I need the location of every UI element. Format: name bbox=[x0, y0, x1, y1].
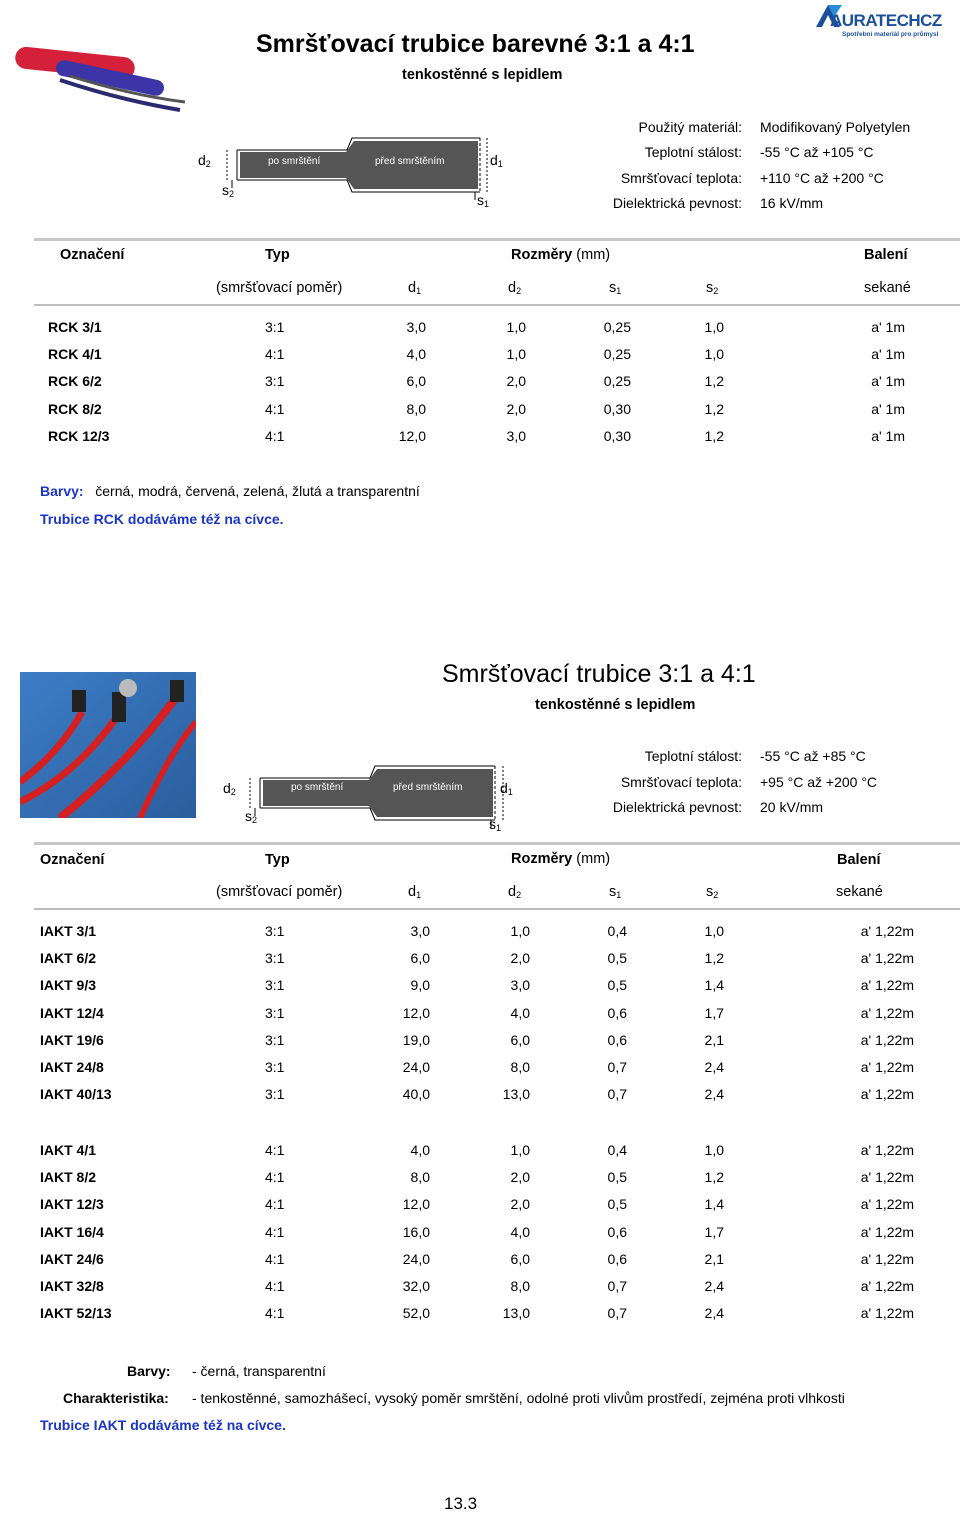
table1-cell: RCK 3/1 bbox=[48, 319, 102, 335]
table2-cell: a' 1,22m bbox=[860, 1169, 914, 1186]
table2-cell: 3,0 bbox=[510, 977, 530, 994]
table1-cell: 3,0 bbox=[506, 427, 526, 444]
table2-top-rule bbox=[34, 842, 960, 845]
table1-h-pomer: (smršťovací poměr) bbox=[216, 280, 343, 296]
table2-cell: 0,5 bbox=[607, 1169, 627, 1186]
table2-cell: a' 1,22m bbox=[860, 1059, 914, 1075]
table1-cell: a' 1m bbox=[871, 346, 905, 363]
table1-top-rule bbox=[34, 238, 960, 241]
table2-cell: a' 1,22m bbox=[860, 1086, 914, 1103]
prop-label: Teplotní stálost: bbox=[644, 748, 742, 764]
table2-cell: 4,0 bbox=[510, 1223, 530, 1240]
table2-cell: IAKT 40/13 bbox=[40, 1086, 112, 1103]
table2-cell: 1,2 bbox=[704, 1169, 724, 1186]
prop-label: Smršťovací teplota: bbox=[620, 774, 742, 790]
table2-cell: a' 1,22m bbox=[860, 1305, 914, 1322]
table2-cell: 1,7 bbox=[704, 1223, 724, 1240]
table1-cell: 0,25 bbox=[603, 373, 631, 390]
table1-cell: a' 1m bbox=[871, 400, 905, 417]
table2-cell: IAKT 32/8 bbox=[40, 1278, 104, 1294]
table1-cell: 3:1 bbox=[265, 319, 285, 335]
table1-cell: 4,0 bbox=[406, 346, 426, 363]
table1-cell: 2,0 bbox=[506, 400, 526, 417]
table2-cell: 1,0 bbox=[704, 1142, 724, 1158]
table2-cell: 0,5 bbox=[607, 950, 627, 967]
table2-cell: 2,1 bbox=[704, 1031, 724, 1048]
table2-cell: IAKT 8/2 bbox=[40, 1169, 97, 1186]
table1-cell: 2,0 bbox=[506, 373, 526, 390]
table2-cell: IAKT 52/13 bbox=[40, 1305, 112, 1322]
table2-cell: 4:1 bbox=[265, 1305, 285, 1322]
table2-cell: 9,0 bbox=[410, 977, 430, 994]
table2-cell: 4:1 bbox=[265, 1223, 285, 1240]
prop-value: 20 kV/mm bbox=[760, 799, 824, 815]
prop-label: Dielektrická pevnost: bbox=[612, 195, 742, 211]
prop-label: Dielektrická pevnost: bbox=[612, 799, 742, 815]
table2-cell: 1,0 bbox=[704, 923, 724, 939]
table2-cell: 16,0 bbox=[402, 1223, 430, 1240]
table1-h-sekane: sekané bbox=[864, 280, 911, 296]
table2-cell: a' 1,22m bbox=[860, 1196, 914, 1213]
table1-cell: RCK 12/3 bbox=[48, 427, 110, 444]
table2-cell: IAKT 12/3 bbox=[40, 1196, 104, 1213]
prop-label: Teplotní stálost: bbox=[644, 144, 742, 160]
table2-cell: 4,0 bbox=[410, 1142, 430, 1158]
table2-cell: 1,4 bbox=[704, 977, 724, 994]
table1-cell: 0,25 bbox=[603, 319, 631, 335]
table2-cell: 3:1 bbox=[265, 977, 285, 994]
table2-cell: 24,0 bbox=[402, 1059, 430, 1075]
table2-cell: 0,4 bbox=[607, 1142, 627, 1158]
table1-cell: 8,0 bbox=[406, 400, 426, 417]
table2-h-typ: Typ bbox=[265, 852, 290, 868]
table2-cell: 4:1 bbox=[265, 1278, 285, 1294]
product-photo-cables bbox=[20, 672, 196, 818]
table2-cell: 1,7 bbox=[704, 1004, 724, 1021]
table1-cell: 1,0 bbox=[506, 319, 526, 335]
table2-cell: 3:1 bbox=[265, 1059, 285, 1075]
table1-cell: 1,2 bbox=[704, 400, 724, 417]
table1-h-oznaceni: Označení bbox=[60, 247, 125, 263]
diagram2-right-label: před smrštěním bbox=[393, 782, 463, 793]
table1-cell: RCK 6/2 bbox=[48, 373, 102, 390]
page-number: 13.3 bbox=[444, 1494, 478, 1513]
section2-colors-value: - černá, transparentní bbox=[192, 1363, 326, 1379]
table1-cell: a' 1m bbox=[871, 373, 905, 390]
table2-cell: a' 1,22m bbox=[860, 1223, 914, 1240]
table1-cell: 0,25 bbox=[603, 346, 631, 363]
table2-cell: a' 1,22m bbox=[860, 1250, 914, 1267]
table1-header-rule bbox=[34, 304, 960, 306]
table2-cell: 2,4 bbox=[704, 1305, 724, 1322]
table2-cell: a' 1,22m bbox=[860, 1278, 914, 1294]
table1-cell: a' 1m bbox=[871, 319, 905, 335]
table1-cell: a' 1m bbox=[871, 427, 905, 444]
table2-cell: 2,0 bbox=[510, 950, 530, 967]
section2-colors-label: Barvy: bbox=[127, 1363, 171, 1379]
prop-value: Modifikovaný Polyetylen bbox=[760, 119, 911, 135]
table2-cell: 2,0 bbox=[510, 1169, 530, 1186]
table2-cell: 0,6 bbox=[607, 1004, 627, 1021]
table1-cell: 1,2 bbox=[704, 373, 724, 390]
table1-cell: 4:1 bbox=[265, 427, 285, 444]
logo-brand: AURATECHCZ bbox=[830, 11, 942, 30]
prop-value: +95 °C až +200 °C bbox=[760, 774, 878, 790]
table1-cell: 3,0 bbox=[406, 319, 426, 335]
table2-cell: 0,6 bbox=[607, 1031, 627, 1048]
section1-colors: Barvy: černá, modrá, červená, zelená, žlutá a transparentní bbox=[40, 483, 420, 499]
table1-cell: 4:1 bbox=[265, 346, 285, 363]
table2-cell: a' 1,22m bbox=[860, 1031, 914, 1048]
table2-cell: 8,0 bbox=[410, 1169, 430, 1186]
table2-cell: IAKT 6/2 bbox=[40, 950, 97, 967]
table1-cell: RCK 4/1 bbox=[48, 346, 102, 363]
section1-title: Smršťovací trubice barevné 3:1 a 4:1 bbox=[256, 30, 695, 58]
table2-cell: 0,4 bbox=[607, 923, 627, 939]
section2-title: Smršťovací trubice 3:1 a 4:1 bbox=[442, 660, 756, 688]
table1-h-baleni: Balení bbox=[864, 247, 908, 263]
table2-cell: 2,0 bbox=[510, 1196, 530, 1213]
table1-cell: 0,30 bbox=[603, 400, 631, 417]
table2-cell: 0,7 bbox=[607, 1305, 627, 1322]
table1-cell: 1,0 bbox=[704, 346, 724, 363]
table2-h-oznaceni: Označení bbox=[40, 852, 105, 868]
shrink-diagram-2: $d_2$ $s_2$ $d_1$ $s_1$ po smrštění před smrštěním bbox=[215, 758, 515, 838]
diagram1-left-label: po smrštění bbox=[268, 156, 321, 167]
table2-cell: 12,0 bbox=[402, 1004, 430, 1021]
table1-cell: 1,0 bbox=[506, 346, 526, 363]
table2-h-rozmery: Rozměry (mm) bbox=[511, 851, 611, 867]
table2-cell: 19,0 bbox=[402, 1031, 430, 1048]
table1-cell: 12,0 bbox=[398, 427, 426, 444]
section2-note: Trubice IAKT dodáváme též na cívce. bbox=[40, 1417, 286, 1433]
diagram2-left-label: po smrštění bbox=[291, 782, 344, 793]
table2-cell: 0,5 bbox=[607, 1196, 627, 1213]
prop-value: 16 kV/mm bbox=[760, 195, 824, 211]
table2-cell: IAKT 12/4 bbox=[40, 1004, 104, 1021]
table2-cell: 1,0 bbox=[510, 1142, 530, 1158]
table1-cell: 0,30 bbox=[603, 427, 631, 444]
table2-cell: a' 1,22m bbox=[860, 1004, 914, 1021]
section2-char-label: Charakteristika: bbox=[63, 1390, 169, 1406]
table2-cell: IAKT 4/1 bbox=[40, 1142, 97, 1158]
logo-tagline: Spotřební materiál pro průmysl bbox=[842, 31, 939, 38]
company-logo bbox=[812, 3, 952, 43]
table2-cell: IAKT 24/6 bbox=[40, 1250, 104, 1267]
table1-cell: RCK 8/2 bbox=[48, 400, 102, 417]
table2-cell: 40,0 bbox=[402, 1086, 430, 1103]
table2-cell: 13,0 bbox=[502, 1305, 530, 1322]
section1-note: Trubice RCK dodáváme též na cívce. bbox=[40, 511, 284, 527]
table2-cell: 4:1 bbox=[265, 1142, 285, 1158]
table2-cell: 13,0 bbox=[502, 1086, 530, 1103]
table2-cell: 4,0 bbox=[510, 1004, 530, 1021]
table1-cell: 1,0 bbox=[704, 319, 724, 335]
table2-cell: a' 1,22m bbox=[860, 923, 914, 939]
table2-cell: 0,7 bbox=[607, 1059, 627, 1075]
table2-cell: 3:1 bbox=[265, 923, 285, 939]
table2-cell: 1,4 bbox=[704, 1196, 724, 1213]
table2-cell: 8,0 bbox=[510, 1059, 530, 1075]
table2-cell: 2,4 bbox=[704, 1278, 724, 1294]
table2-cell: 2,4 bbox=[704, 1086, 724, 1103]
table1-cell: 6,0 bbox=[406, 373, 426, 390]
table2-cell: 4:1 bbox=[265, 1169, 285, 1186]
table2-cell: 4:1 bbox=[265, 1196, 285, 1213]
table2-cell: 1,0 bbox=[510, 923, 530, 939]
prop-label: Smršťovací teplota: bbox=[620, 170, 742, 186]
table2-cell: IAKT 19/6 bbox=[40, 1031, 104, 1048]
table2-cell: 0,7 bbox=[607, 1086, 627, 1103]
table2-cell: a' 1,22m bbox=[860, 977, 914, 994]
table2-cell: 52,0 bbox=[402, 1305, 430, 1322]
table2-cell: 3:1 bbox=[265, 1086, 285, 1103]
table2-cell: 4:1 bbox=[265, 1250, 285, 1267]
table2-cell: 1,2 bbox=[704, 950, 724, 967]
prop-value: -55 °C až +105 °C bbox=[760, 144, 874, 160]
prop-value: +110 °C až +200 °C bbox=[760, 170, 884, 186]
table2-cell: a' 1,22m bbox=[860, 950, 914, 967]
section2-subtitle: tenkostěnné s lepidlem bbox=[535, 697, 696, 713]
table2-cell: 0,6 bbox=[607, 1250, 627, 1267]
table2-cell: 0,5 bbox=[607, 977, 627, 994]
table2-cell: IAKT 24/8 bbox=[40, 1059, 104, 1075]
table2-cell: 6,0 bbox=[510, 1250, 530, 1267]
table1-h-rozmery: Rozměry (mm) bbox=[511, 247, 611, 263]
table2-cell: 2,1 bbox=[704, 1250, 724, 1267]
table2-h-sekane: sekané bbox=[836, 884, 883, 900]
table2-cell: 3:1 bbox=[265, 1004, 285, 1021]
table2-h-baleni: Balení bbox=[837, 852, 881, 868]
table2-cell: 6,0 bbox=[510, 1031, 530, 1048]
diagram1-right-label: před smrštěním bbox=[375, 156, 445, 167]
table2-header-rule bbox=[34, 908, 960, 910]
table2-cell: a' 1,22m bbox=[860, 1142, 914, 1158]
table2-cell: 3:1 bbox=[265, 950, 285, 967]
table2-cell: 2,4 bbox=[704, 1059, 724, 1075]
section1-subtitle: tenkostěnné s lepidlem bbox=[402, 67, 563, 83]
table2-cell: IAKT 3/1 bbox=[40, 923, 97, 939]
table1-cell: 3:1 bbox=[265, 373, 285, 390]
table1-cell: 1,2 bbox=[704, 427, 724, 444]
table2-cell: 32,0 bbox=[402, 1278, 430, 1294]
table2-cell: 8,0 bbox=[510, 1278, 530, 1294]
table2-cell: IAKT 9/3 bbox=[40, 977, 97, 994]
table2-cell: 12,0 bbox=[402, 1196, 430, 1213]
table2-cell: 24,0 bbox=[402, 1250, 430, 1267]
product-photo-tubes bbox=[10, 40, 190, 120]
table2-h-pomer: (smršťovací poměr) bbox=[216, 884, 343, 900]
shrink-diagram-1: $d_2$ $s_2$ $d_1$ $s_1$ po smrštění před smrštěním bbox=[192, 130, 502, 210]
table2-cell: 3,0 bbox=[410, 923, 430, 939]
table2-cell: 3:1 bbox=[265, 1031, 285, 1048]
table2-cell: 0,6 bbox=[607, 1223, 627, 1240]
prop-label: Použitý materiál: bbox=[638, 119, 742, 135]
table1-cell: 4:1 bbox=[265, 400, 285, 417]
prop-value: -55 °C až +85 °C bbox=[760, 748, 866, 764]
table2-cell: IAKT 16/4 bbox=[40, 1223, 104, 1240]
section2-char-value: - tenkostěnné, samozhášecí, vysoký poměr smrštění, odolné proti vlivům prostředí, zejména proti vlhkosti bbox=[192, 1390, 845, 1406]
table1-h-typ: Typ bbox=[265, 247, 290, 263]
table2-cell: 0,7 bbox=[607, 1278, 627, 1294]
table2-cell: 6,0 bbox=[410, 950, 430, 967]
